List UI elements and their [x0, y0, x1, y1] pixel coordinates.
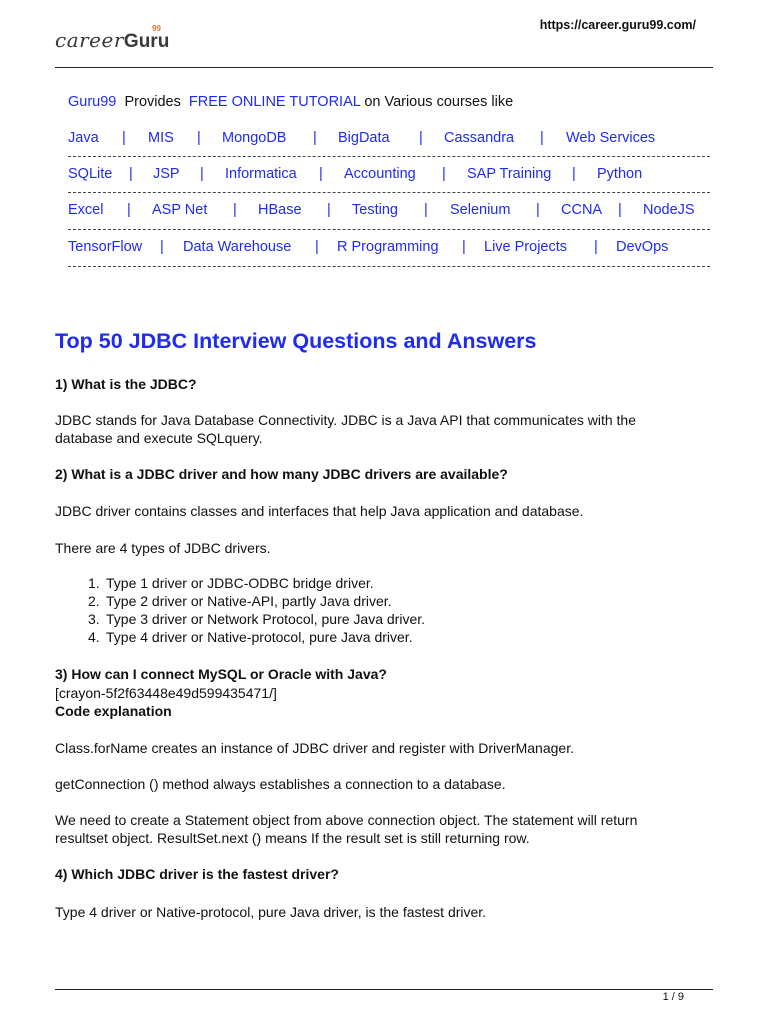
intro-provides: Provides [124, 94, 181, 110]
code-explanation-heading: Code explanation [55, 703, 172, 719]
separator: | [462, 239, 466, 255]
answer-2-paragraph-1: JDBC driver contains classes and interfaces that help Java application and database. [55, 503, 584, 519]
dashed-divider [68, 229, 710, 230]
dashed-divider [68, 192, 710, 193]
free-tutorial-link[interactable]: FREE ONLINE TUTORIAL [188, 94, 361, 110]
list-item: 4. Type 4 driver or Native-protocol, pure Java driver. [88, 629, 413, 645]
dashed-divider [68, 156, 710, 157]
separator: | [442, 166, 446, 182]
careerguru-logo[interactable] [55, 24, 170, 54]
separator: | [233, 202, 237, 218]
course-link-java[interactable]: Java [68, 130, 99, 146]
question-1: 1) What is the JDBC? [55, 376, 197, 392]
separator: | [618, 202, 622, 218]
driver-types-list [88, 574, 425, 646]
separator: | [200, 166, 204, 182]
separator: | [129, 166, 133, 182]
separator: | [315, 239, 319, 255]
course-link-asp-net[interactable]: ASP Net [152, 202, 208, 218]
header-divider [55, 67, 713, 68]
question-2: 2) What is a JDBC driver and how many JDBC drivers are available? [55, 466, 508, 482]
course-link-cassandra[interactable]: Cassandra [444, 130, 515, 146]
course-link-ccna[interactable]: CCNA [561, 202, 603, 218]
logo-career-text: career [55, 28, 124, 52]
logo-guru-text: Guru [123, 31, 170, 52]
question-4: 4) Which JDBC driver is the fastest driver? [55, 866, 339, 882]
answer-3-paragraph-3-line-2: resultset object. ResultSet.next () means If the result set is still returning row. [55, 830, 530, 846]
course-row-1 [68, 130, 710, 150]
list-item: 3. Type 3 driver or Network Protocol, pure Java driver. [88, 611, 426, 627]
article-title: Top 50 JDBC Interview Questions and Answers [55, 329, 537, 353]
course-link-tensorflow[interactable]: TensorFlow [68, 239, 143, 255]
course-link-informatica[interactable]: Informatica [225, 166, 297, 182]
question-3: 3) How can I connect MySQL or Oracle with Java? [55, 666, 387, 682]
answer-3-paragraph-2: getConnection () method always establishes a connection to a database. [55, 776, 506, 792]
separator: | [419, 130, 423, 146]
course-link-r-programming[interactable]: R Programming [337, 239, 439, 255]
separator: | [424, 202, 428, 218]
page-number: 1 / 9 [662, 991, 684, 1003]
list-item: 1. Type 1 driver or JDBC-ODBC bridge driver. [88, 575, 374, 591]
answer-1 [55, 411, 715, 447]
separator: | [122, 130, 126, 146]
separator: | [319, 166, 323, 182]
course-link-web-services[interactable]: Web Services [566, 130, 656, 146]
separator: | [572, 166, 576, 182]
dashed-divider [68, 266, 710, 267]
course-link-bigdata[interactable]: BigData [338, 130, 390, 146]
course-link-selenium[interactable]: Selenium [450, 202, 511, 218]
course-link-excel[interactable]: Excel [68, 202, 104, 218]
crayon-placeholder: [crayon-5f2f63448e49d599435471/] [55, 685, 277, 701]
separator: | [536, 202, 540, 218]
answer-3-paragraph-1: Class.forName creates an instance of JDBC driver and register with DriverManager. [55, 740, 574, 756]
answer-2-paragraph-2: There are 4 types of JDBC drivers. [55, 540, 271, 556]
course-link-live-projects[interactable]: Live Projects [484, 239, 568, 255]
footer-divider [55, 989, 713, 990]
course-link-devops[interactable]: DevOps [616, 239, 669, 255]
answer-3-paragraph-3 [55, 811, 715, 847]
separator: | [127, 202, 131, 218]
intro-rest: on Various courses like [364, 94, 514, 110]
logo-99-text: 99 [152, 24, 161, 33]
course-row-2 [68, 166, 710, 186]
course-link-nodejs[interactable]: NodeJS [643, 202, 695, 218]
course-link-hbase[interactable]: HBase [258, 202, 302, 218]
list-item: 2. Type 2 driver or Native-API, partly Java driver. [88, 593, 392, 609]
course-link-mis[interactable]: MIS [148, 130, 174, 146]
course-row-4 [68, 239, 710, 259]
separator: | [313, 130, 317, 146]
course-link-testing[interactable]: Testing [352, 202, 398, 218]
course-link-accounting[interactable]: Accounting [344, 166, 416, 182]
separator: | [160, 239, 164, 255]
course-link-data-warehouse[interactable]: Data Warehouse [183, 239, 292, 255]
course-link-sap-training[interactable]: SAP Training [467, 166, 552, 182]
answer-1-line-1: JDBC stands for Java Database Connectivity. JDBC is a Java API that communicates with the [55, 412, 636, 428]
answer-1-line-2: database and execute SQLquery. [55, 430, 263, 446]
guru99-link[interactable]: Guru99 [68, 94, 117, 110]
course-link-mongodb[interactable]: MongoDB [222, 130, 287, 146]
separator: | [540, 130, 544, 146]
separator: | [197, 130, 201, 146]
course-row-3 [68, 202, 710, 222]
answer-4: Type 4 driver or Native-protocol, pure Java driver, is the fastest driver. [55, 904, 487, 920]
course-link-python[interactable]: Python [597, 166, 643, 182]
separator: | [594, 239, 598, 255]
course-link-jsp[interactable]: JSP [153, 166, 180, 182]
answer-3-paragraph-3-line-1: We need to create a Statement object from above connection object. The statement will return [55, 812, 638, 828]
separator: | [327, 202, 331, 218]
site-url[interactable]: https://career.guru99.com/ [539, 18, 696, 32]
course-link-sqlite[interactable]: SQLite [68, 166, 113, 182]
nav-intro [68, 94, 513, 110]
